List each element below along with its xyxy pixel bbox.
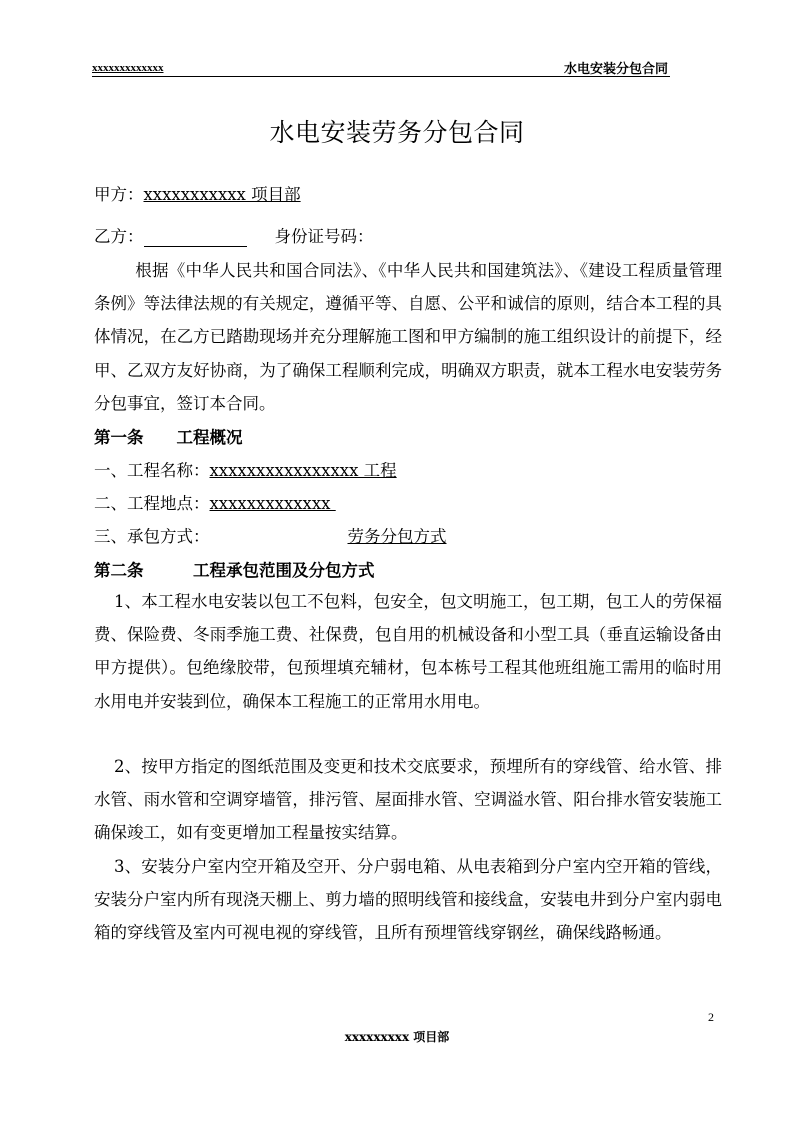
clause-2-text: 按甲方指定的图纸范围及变更和技术交底要求，预埋所有的穿线管、给水管、排水管、雨水管和空调穿墙管，排污管、屋面排水管、空调溢水管、阳台排水管安装施工确保竣工，如有变更增加工程量按实结算。: [94, 757, 723, 843]
header-document-name: 水电安装分包合同: [563, 62, 668, 77]
contract-method-label: 三、承包方式：: [94, 527, 210, 546]
project-location-label: 二、工程地点：: [94, 494, 210, 513]
article1-heading: 第一条 工程概况: [94, 428, 243, 447]
clause-2-number: 2、: [114, 757, 142, 776]
project-name-line: [94, 457, 397, 481]
preamble-text: 根据《中华人民共和国合同法》、《中华人民共和国建筑法》、《建设工程质量管理条例》等法律法规的有关规定，遵循平等、自愿、公平和诚信的原则，结合本工程的具体情况，在乙方已踏勘现场并充分理解施工图和甲方编制的施工组织设计的前提下，经甲、乙双方友好协商，为了确保工程顺利完成，明确双方职责，就本工程水电安装劳务分包事宜，签订本合同。: [94, 261, 722, 413]
party-b-label: 乙方：: [94, 227, 144, 246]
party-a-line: [94, 181, 301, 205]
party-a-label: 甲方：: [94, 185, 144, 204]
project-location-line: [94, 490, 336, 514]
party-a-value: xxxxxxxxxxx 项目部: [143, 185, 301, 204]
contract-method-line: [94, 523, 447, 547]
clause-1-number: 1、: [114, 592, 142, 611]
clause-2: [94, 750, 722, 850]
page-header: [92, 58, 670, 77]
project-name-value: xxxxxxxxxxxxxxxx 工程: [209, 461, 397, 480]
id-number-label: 身份证号码：: [274, 227, 374, 246]
party-b-blank: [144, 228, 247, 247]
document-title: 水电安装劳务分包合同: [269, 118, 525, 147]
contract-method-value: [210, 527, 447, 546]
page-number: 2: [708, 1010, 714, 1024]
project-location-value: xxxxxxxxxxxxx: [209, 494, 336, 513]
page-footer: xxxxxxxxx 项目部: [344, 1030, 450, 1044]
clause-3: [94, 850, 722, 950]
clause-1: [94, 585, 722, 718]
project-name-label: 一、工程名称：: [94, 461, 210, 480]
article2-heading: 第二条 工程承包范围及分包方式: [94, 561, 375, 580]
header-left-text: xxxxxxxxxxxxx: [92, 62, 164, 74]
clause-1-text: 本工程水电安装以包工不包料，包安全，包文明施工，包工期，包工人的劳保福费、保险费、冬雨季施工费、社保费，包自用的机械设备和小型工具（垂直运输设备由甲方提供）。包绝缘胶带，包预埋填充辅材，包本栋号工程其他班组施工需用的临时用水用电并安装到位，确保本工程施工的正常用水用电。: [94, 592, 723, 711]
clause-3-number: 3、: [114, 857, 142, 876]
clause-3-text: 安装分户室内空开箱及空开、分户弱电箱、从电表箱到分户室内空开箱的管线，安装分户室内所有现浇天棚上、剪力墙的照明线管和接线盒，安装电井到分户室内弱电箱的穿线管及室内可视电视的穿线管，且所有预埋管线穿钢丝，确保线路畅通。: [94, 857, 723, 943]
contract-method-text: 劳务分包方式: [347, 527, 447, 546]
party-b-line: [94, 223, 374, 247]
preamble-paragraph: [94, 254, 722, 420]
